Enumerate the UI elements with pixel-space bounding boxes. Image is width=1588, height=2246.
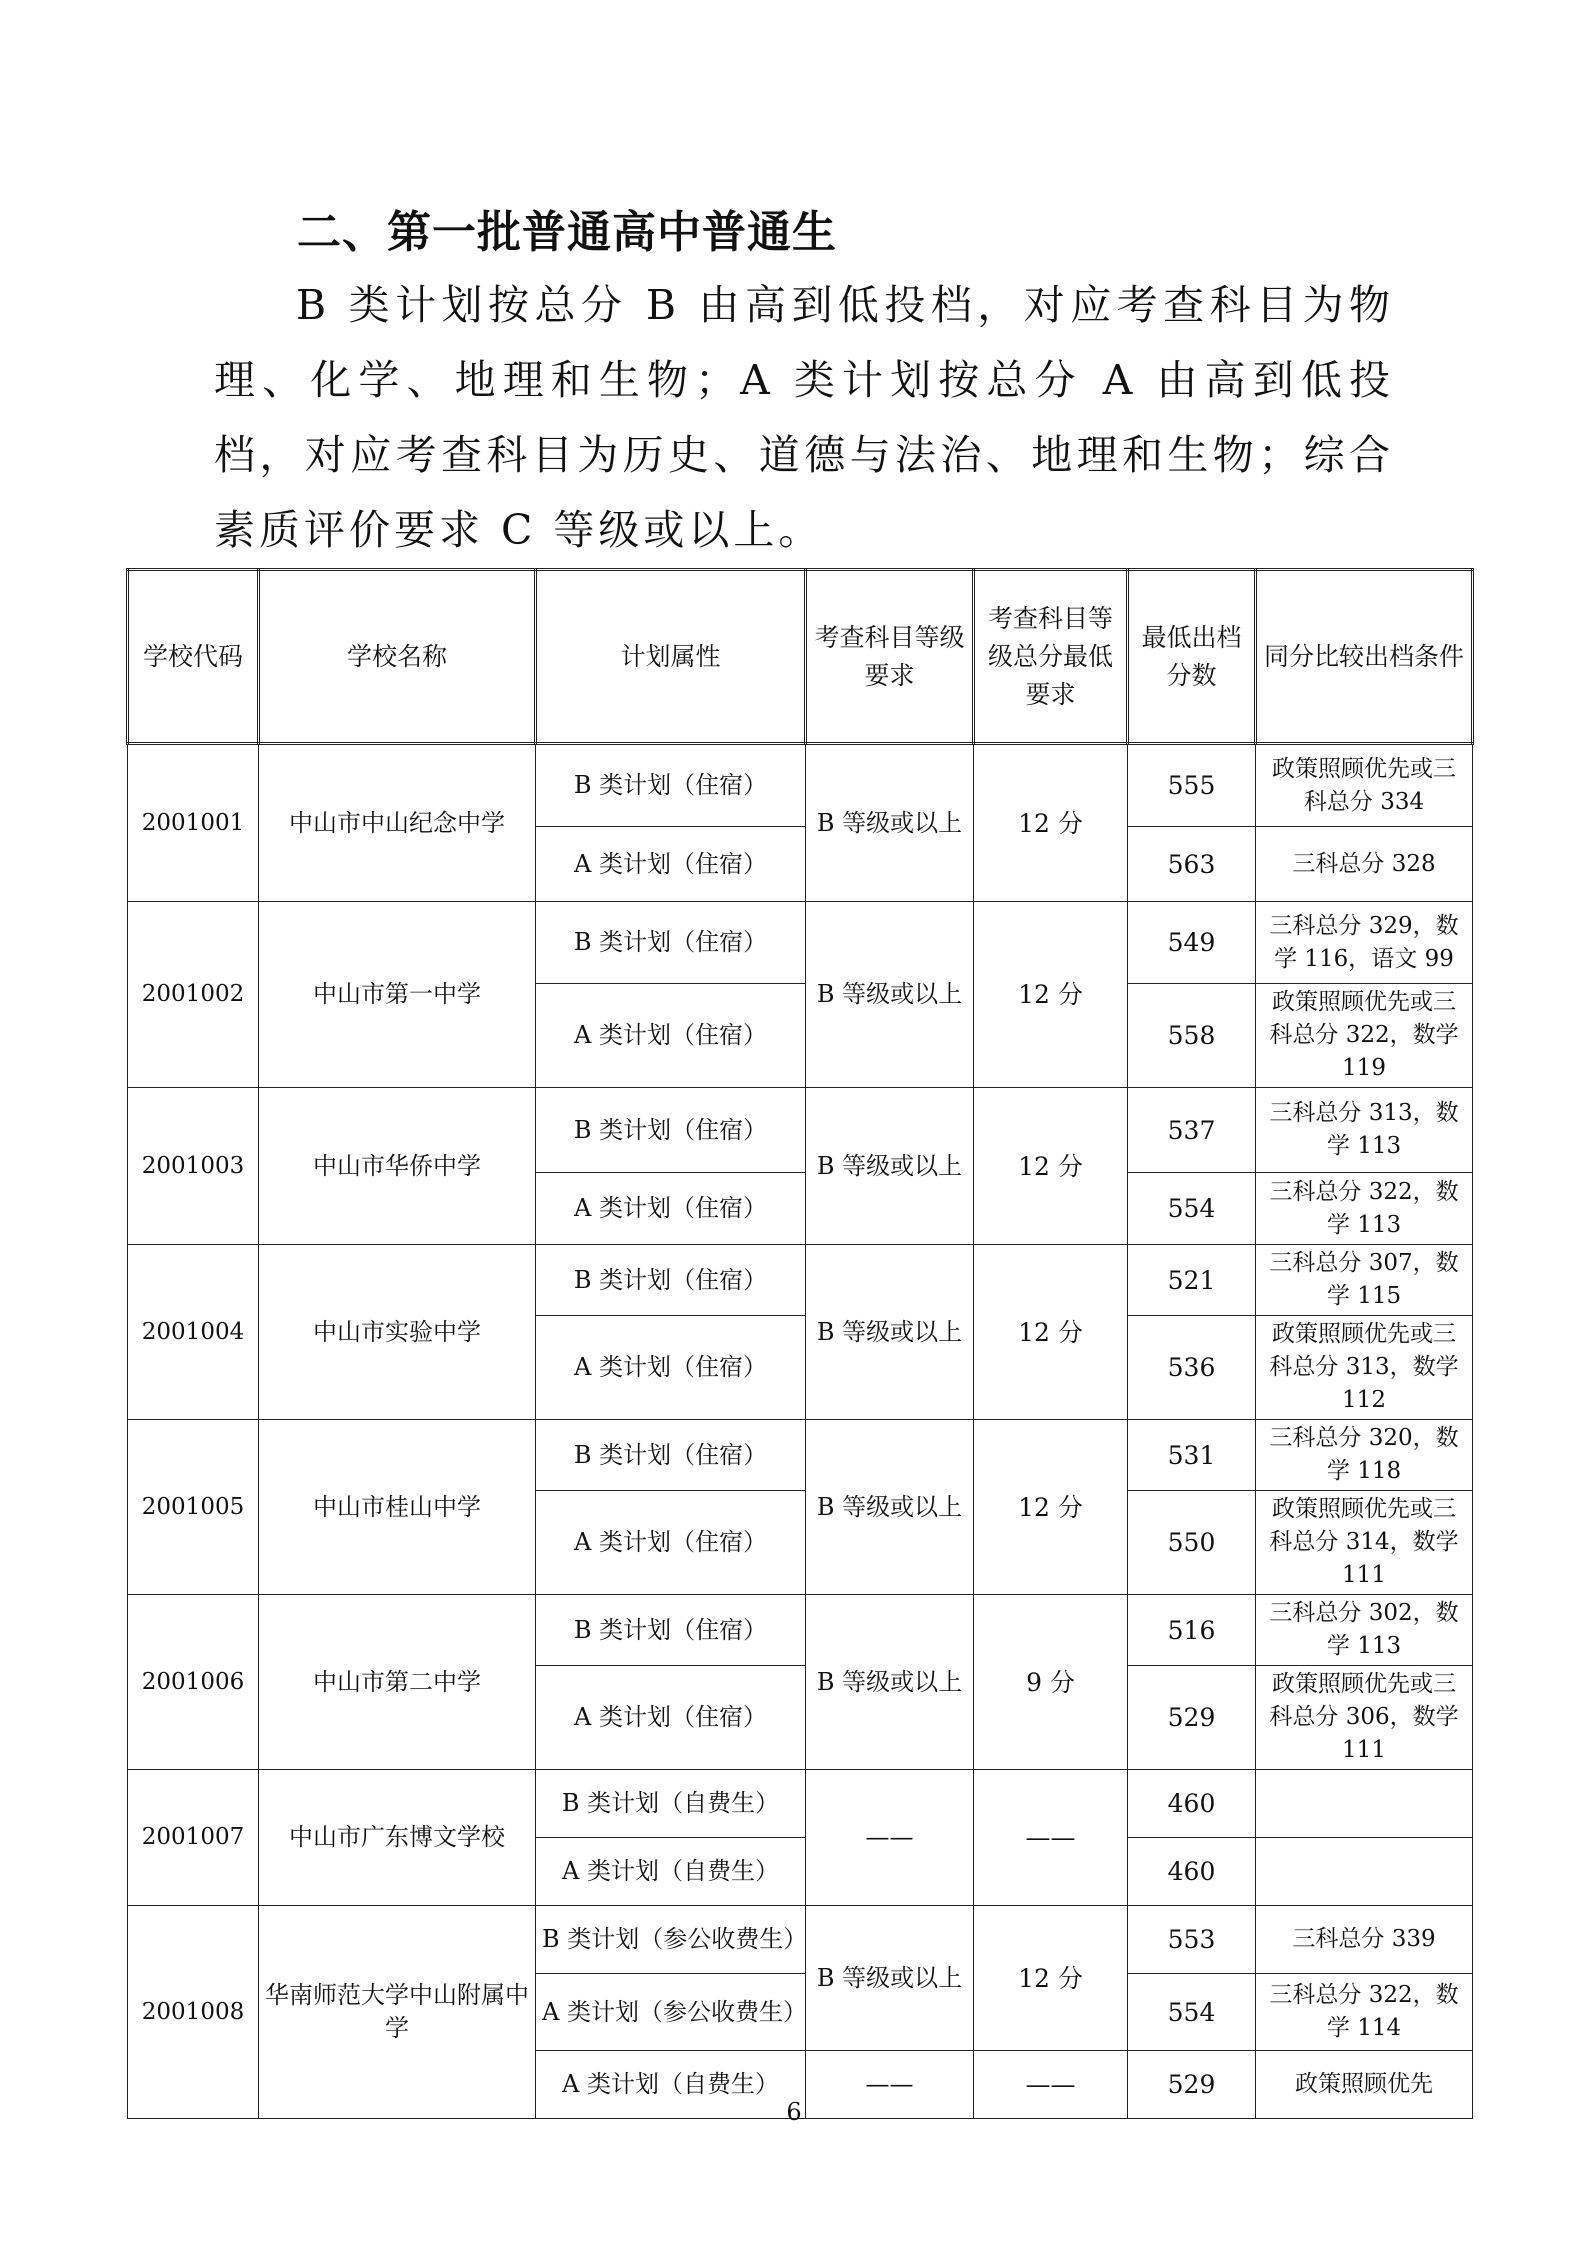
plan-type: B 类计划（住宿） <box>536 1088 806 1173</box>
min-score: 554 <box>1128 1173 1256 1245</box>
table-row <box>128 902 1473 984</box>
school-code: 2001001 <box>128 744 259 902</box>
tie-condition: 三科总分 302，数学 113 <box>1256 1595 1473 1666</box>
table-row <box>128 1770 1473 1838</box>
table-row <box>128 1906 1473 1974</box>
plan-type: A 类计划（住宿） <box>536 1666 806 1770</box>
grade-total: 12 分 <box>974 1420 1128 1595</box>
tie-condition: 三科总分 328 <box>1256 827 1473 902</box>
grade-total: —— <box>974 1770 1128 1906</box>
tie-condition: 三科总分 322，数学 114 <box>1256 1974 1473 2051</box>
plan-type: A 类计划（住宿） <box>536 1316 806 1420</box>
school-code: 2001006 <box>128 1595 259 1770</box>
grade-total: 12 分 <box>974 1245 1128 1420</box>
school-name: 中山市实验中学 <box>259 1245 536 1420</box>
header-name: 学校名称 <box>259 570 536 744</box>
grade-requirement: B 等级或以上 <box>806 744 974 902</box>
tie-condition: 三科总分 313，数学 113 <box>1256 1088 1473 1173</box>
header-grade-total: 考查科目等级总分最低要求 <box>974 570 1128 744</box>
school-name: 中山市华侨中学 <box>259 1088 536 1245</box>
plan-type: A 类计划（住宿） <box>536 984 806 1088</box>
tie-condition: 政策照顾优先或三科总分 313，数学 112 <box>1256 1316 1473 1420</box>
tie-condition: 政策照顾优先或三科总分 334 <box>1256 744 1473 827</box>
plan-type: A 类计划（自费生） <box>536 1838 806 1906</box>
tie-condition: 三科总分 339 <box>1256 1906 1473 1974</box>
school-name: 中山市第二中学 <box>259 1595 536 1770</box>
school-name: 华南师范大学中山附属中学 <box>259 1906 536 2119</box>
header-min-score: 最低出档分数 <box>1128 570 1256 744</box>
plan-type: A 类计划（住宿） <box>536 827 806 902</box>
plan-type: B 类计划（住宿） <box>536 902 806 984</box>
tie-condition: 三科总分 307，数学 115 <box>1256 1245 1473 1316</box>
header-grade-req: 考查科目等级要求 <box>806 570 974 744</box>
min-score: 553 <box>1128 1906 1256 1974</box>
tie-condition: 三科总分 320，数学 118 <box>1256 1420 1473 1491</box>
table-row <box>128 1420 1473 1491</box>
grade-requirement: B 等级或以上 <box>806 1088 974 1245</box>
min-score: 460 <box>1128 1838 1256 1906</box>
tie-condition: 政策照顾优先或三科总分 322，数学 119 <box>1256 984 1473 1088</box>
grade-requirement: —— <box>806 1770 974 1906</box>
grade-requirement: B 等级或以上 <box>806 902 974 1088</box>
min-score: 521 <box>1128 1245 1256 1316</box>
min-score: 563 <box>1128 827 1256 902</box>
school-code: 2001003 <box>128 1088 259 1245</box>
school-code: 2001007 <box>128 1770 259 1906</box>
admission-table <box>126 568 1474 2119</box>
grade-requirement: B 等级或以上 <box>806 1906 974 2051</box>
tie-condition: 政策照顾优先 <box>1256 2051 1473 2119</box>
school-name: 中山市桂山中学 <box>259 1420 536 1595</box>
school-code: 2001005 <box>128 1420 259 1595</box>
plan-type: B 类计划（住宿） <box>536 744 806 827</box>
plan-type: B 类计划（自费生） <box>536 1770 806 1838</box>
table-header-row <box>128 570 1473 744</box>
min-score: 529 <box>1128 1666 1256 1770</box>
school-name: 中山市中山纪念中学 <box>259 744 536 902</box>
school-code: 2001002 <box>128 902 259 1088</box>
min-score: 537 <box>1128 1088 1256 1173</box>
grade-total: —— <box>974 2051 1128 2119</box>
table-row <box>128 744 1473 827</box>
tie-condition: 政策照顾优先或三科总分 314，数学 111 <box>1256 1491 1473 1595</box>
school-name: 中山市第一中学 <box>259 902 536 1088</box>
tie-condition <box>1256 1770 1473 1838</box>
header-plan: 计划属性 <box>536 570 806 744</box>
header-code: 学校代码 <box>128 570 259 744</box>
min-score: 554 <box>1128 1974 1256 2051</box>
plan-type: B 类计划（住宿） <box>536 1420 806 1491</box>
plan-type: B 类计划（参公收费生） <box>536 1906 806 1974</box>
plan-type: A 类计划（住宿） <box>536 1173 806 1245</box>
grade-total: 12 分 <box>974 1088 1128 1245</box>
table-row <box>128 1245 1473 1316</box>
min-score: 550 <box>1128 1491 1256 1595</box>
min-score: 460 <box>1128 1770 1256 1838</box>
tie-condition: 政策照顾优先或三科总分 306，数学 111 <box>1256 1666 1473 1770</box>
plan-type: A 类计划（参公收费生） <box>536 1974 806 2051</box>
plan-type: B 类计划（住宿） <box>536 1595 806 1666</box>
intro-paragraph: B 类计划按总分 B 由高到低投档，对应考查科目为物理、化学、地理和生物；A 类计划按总分 A 由高到低投档，对应考查科目为历史、道德与法治、地理和生物；综合素质评价要求 C 等级或以上。 <box>214 281 1394 554</box>
plan-type: B 类计划（住宿） <box>536 1245 806 1316</box>
section-heading: 二、第一批普通高中普通生 <box>297 207 837 258</box>
grade-requirement: B 等级或以上 <box>806 1245 974 1420</box>
grade-total: 12 分 <box>974 902 1128 1088</box>
grade-total: 12 分 <box>974 744 1128 902</box>
tie-condition: 三科总分 329，数学 116，语文 99 <box>1256 902 1473 984</box>
tie-condition: 三科总分 322，数学 113 <box>1256 1173 1473 1245</box>
school-code: 2001004 <box>128 1245 259 1420</box>
min-score: 531 <box>1128 1420 1256 1491</box>
plan-type: A 类计划（住宿） <box>536 1491 806 1595</box>
header-tie: 同分比较出档条件 <box>1256 570 1473 744</box>
grade-requirement: —— <box>806 2051 974 2119</box>
school-code: 2001008 <box>128 1906 259 2119</box>
grade-total: 12 分 <box>974 1906 1128 2051</box>
grade-total: 9 分 <box>974 1595 1128 1770</box>
tie-condition <box>1256 1838 1473 1906</box>
min-score: 536 <box>1128 1316 1256 1420</box>
page-number: 6 <box>786 2098 802 2126</box>
table-row <box>128 1088 1473 1173</box>
table-row <box>128 1595 1473 1666</box>
min-score: 516 <box>1128 1595 1256 1666</box>
min-score: 549 <box>1128 902 1256 984</box>
grade-requirement: B 等级或以上 <box>806 1595 974 1770</box>
min-score: 555 <box>1128 744 1256 827</box>
min-score: 558 <box>1128 984 1256 1088</box>
min-score: 529 <box>1128 2051 1256 2119</box>
grade-requirement: B 等级或以上 <box>806 1420 974 1595</box>
plan-type: A 类计划（自费生） <box>536 2051 806 2119</box>
school-name: 中山市广东博文学校 <box>259 1770 536 1906</box>
